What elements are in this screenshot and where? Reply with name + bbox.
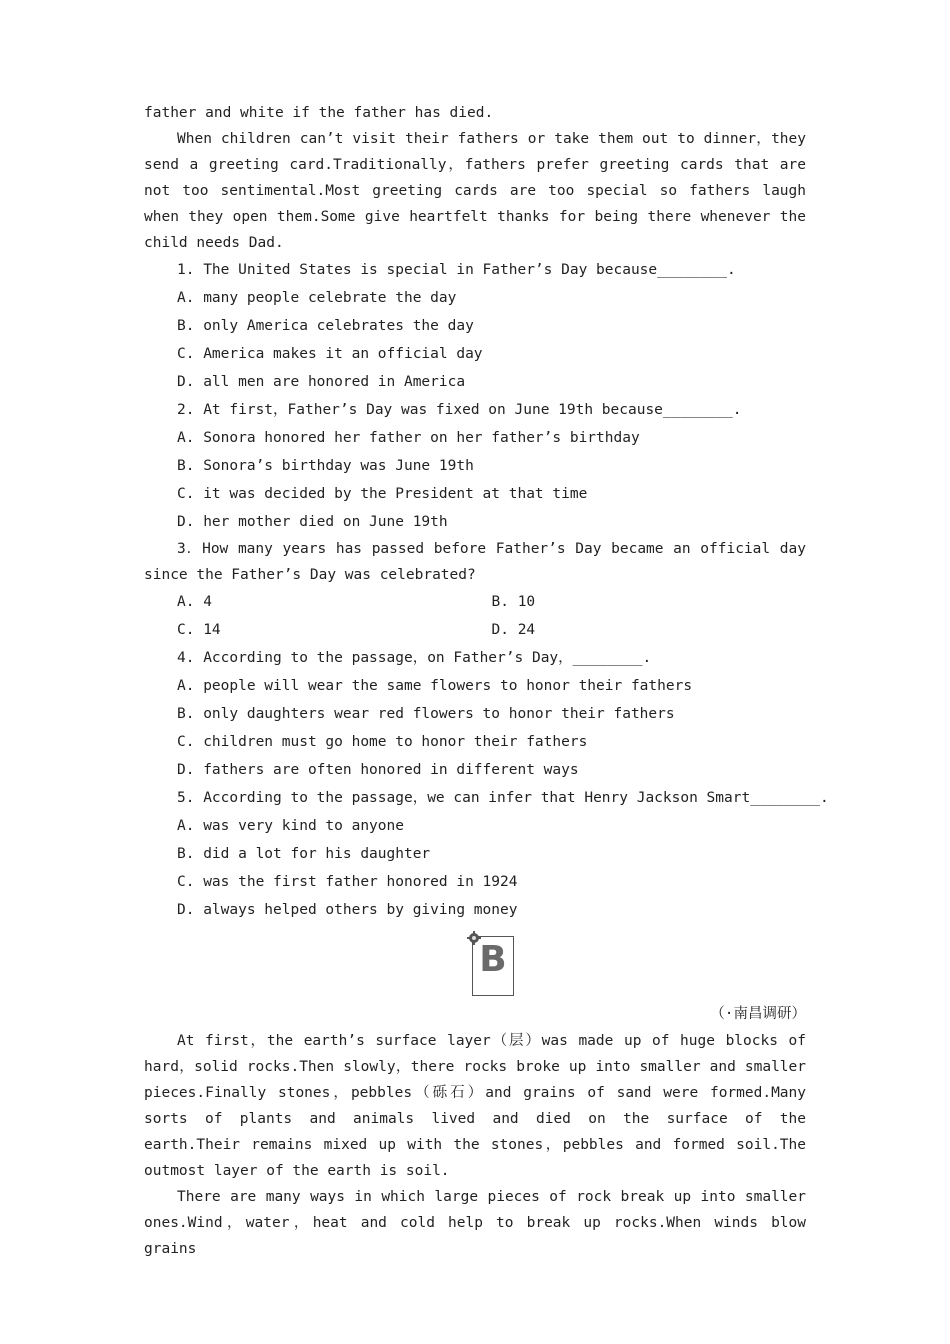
question-4-option-a: A. people will wear the same flowers to honor their fathers [177, 678, 693, 694]
question-5-stem: 5. According to the passage，we can infer that Henry Jackson Smart________. [177, 790, 829, 806]
question-3-option-a: A. 4 [177, 594, 212, 610]
section-b-paragraph-1: At first，the earth’s surface layer（层）was made up of huge blocks of hard，solid rocks.Then slowly，there rocks broke up into smaller and smaller pieces.Finally stones，pebbles（砾石）and grains of sand were formed.Many sorts of plants and animals lived and died on the surface of the earth.Their remains mixed up with the stones，pebbles and formed soil.The outmost layer of the earth is soil. [144, 1033, 806, 1179]
question-1-option-c: C. America makes it an official day [177, 346, 483, 362]
question-3-option-b: B. 10 [491, 594, 536, 610]
section-b-letter: B [479, 939, 507, 980]
question-3-options-row-2 [144, 616, 806, 644]
question-4-stem: 4. According to the passage，on Father’s Day，________. [177, 650, 652, 666]
question-5-option-c: C. was the first father honored in 1924 [177, 874, 518, 890]
question-4-option-b: B. only daughters wear red flowers to honor their fathers [177, 706, 675, 722]
question-3-option-c: C. 14 [177, 622, 221, 638]
question-2-option-b: B. Sonora’s birthday was June 19th [177, 458, 474, 474]
question-2-stem: 2. At first，Father’s Day was fixed on June 19th because________. [177, 402, 742, 418]
question-2-option-a: A. Sonora honored her father on her father’s birthday [177, 430, 640, 446]
document-page [144, 100, 829, 1262]
question-1 [144, 256, 806, 396]
section-b-paragraph-2: There are many ways in which large pieces of rock break up into smaller ones.Wind，water，heat and cold help to break up rocks.When winds blow grains [144, 1189, 806, 1257]
question-5 [144, 784, 829, 924]
question-2-option-d: D. her mother died on June 19th [177, 514, 448, 530]
question-4 [144, 644, 806, 784]
question-1-option-d: D. all men are honored in America [177, 374, 466, 390]
question-2-option-c: C. it was decided by the President at that time [177, 486, 588, 502]
question-2 [144, 396, 806, 536]
question-5-option-b: B. did a lot for his daughter [177, 846, 431, 862]
passage-a-line: father and white if the father has died. [144, 105, 494, 121]
question-3-stem: 3．How many years has passed before Father’s Day became an official day since the Father’s Day was celebrated? [144, 541, 806, 583]
question-3-option-d: D. 24 [491, 622, 536, 638]
question-1-option-a: A. many people celebrate the day [177, 290, 457, 306]
question-4-option-d: D. fathers are often honored in different ways [177, 762, 579, 778]
passage-a-paragraph: When children can’t visit their fathers or take them out to dinner，they send a greeting card.Traditionally，fathers prefer greeting cards that are not too sentimental.Most greeting cards are too special so fathers laugh when they open them.Some give heartfelt thanks for being there whenever the child needs Dad. [144, 131, 806, 251]
section-b-badge-area [144, 924, 806, 1000]
question-5-option-a: A. was very kind to anyone [177, 818, 404, 834]
question-4-option-c: C. children must go home to honor their fathers [177, 734, 588, 750]
question-5-option-d: D. always helped others by giving money [177, 902, 518, 918]
question-1-stem: 1. The United States is special in Father’s Day because________. [177, 262, 736, 278]
question-1-option-b: B. only America celebrates the day [177, 318, 474, 334]
question-3-options-row-1 [144, 588, 806, 616]
section-b-source: （·南昌调研） [710, 1006, 806, 1022]
question-3 [144, 536, 806, 644]
section-b-badge [472, 936, 514, 996]
